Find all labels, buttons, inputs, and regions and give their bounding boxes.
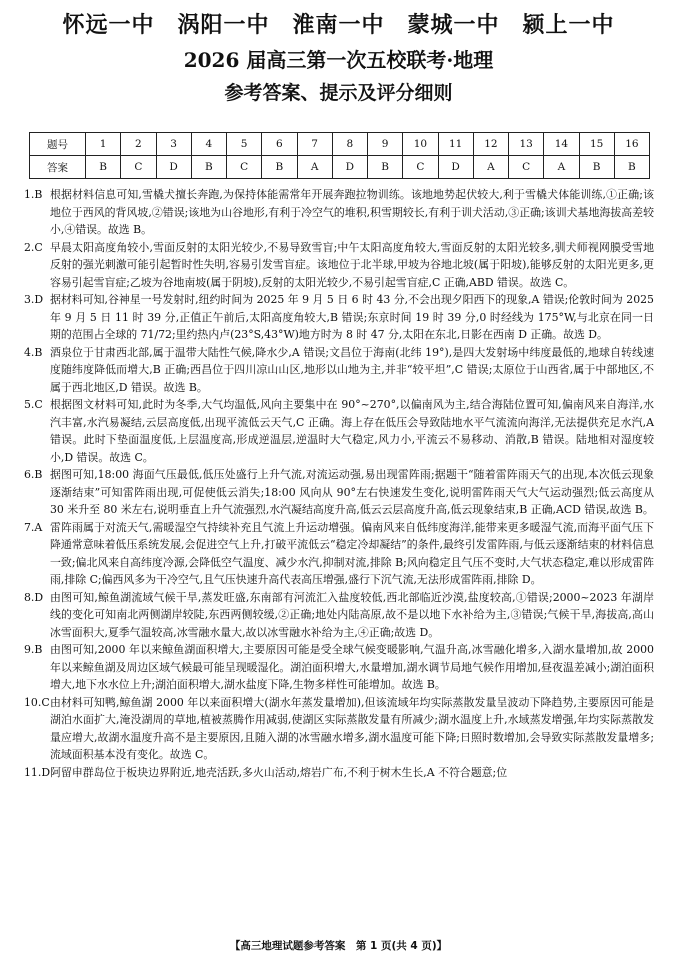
answer-cell: A <box>473 156 508 179</box>
explanation-item <box>24 589 654 642</box>
explanation-number: 10.C <box>24 695 50 709</box>
question-number: 4 <box>191 133 226 156</box>
answer-cell: B <box>86 156 121 179</box>
answer-cell: A <box>544 156 579 179</box>
explanation-item <box>24 764 654 782</box>
question-number: 2 <box>121 133 156 156</box>
answer-table-answer-row <box>30 156 650 179</box>
answer-cell: D <box>438 156 473 179</box>
explanation-text: 据图可知,18:00 海面气压最低,低压处盛行上升气流,对流运动强,易出现雷阵雨;据题干“随着雷阵雨天气的出现,本次低云现象逐渐结束”可知雷阵雨出现,可促使低云消失;18:00 风向从 90°左右快速发生变化,说明雷阵雨天气大气运动强烈;低云高度从 30 米升至 80 米左右,说明垂直上升气流强烈,水汽凝结高度升高,低云云层高度升高,低云现象结束,B 正确,ACD 错误,故选 B。 <box>50 468 654 516</box>
question-number: 8 <box>332 133 367 156</box>
explanation-item <box>24 186 654 239</box>
question-number: 5 <box>227 133 262 156</box>
answer-cell: B <box>579 156 614 179</box>
question-number: 3 <box>156 133 191 156</box>
answer-cell: C <box>227 156 262 179</box>
explanation-text: 早晨太阳高度角较小,雪面反射的太阳光较少,不易导致雪盲;中午太阳高度角较大,雪面反射的太阳光较多,驯犬师视网膜受雪地反射的强光刺激可能引起暂时性失明,容易引发雪盲症。该地位于北半球,甲坡为谷地北坡(属于阳坡),能够反射的太阳光更多,更容易引起雪盲症;乙坡为谷地南坡(属于阴坡),反射的太阳光较少,不易引起雪盲症,C 正确,ABD 错误。故选 C。 <box>50 240 654 289</box>
answer-cell: B <box>191 156 226 179</box>
answer-cell: A <box>297 156 332 179</box>
explanation-item <box>24 239 654 292</box>
explanation-number: 3.D <box>24 293 44 306</box>
explanation-text: 雷阵雨属于对流天气,需暖湿空气持续补充且气流上升运动增强。偏南风来自低纬度海洋,能带来更多暖湿气流,而海平面气压下降通常意味着低压系统发展,会促进空气上升,打破平流低云“稳定冷却凝结”的条件,最终引发雷阵雨,与低云逐渐结束的材料信息一致;偏北风来自高纬度冷源,会降低空气温度、减少水汽,抑制对流,排除 B;风向稳定且气压不变时,大气状态稳定,难以形成雷阵雨,排除 C;偏西风多为干冷空气,且气压快速升高代表高压增强,盛行下沉气流,无法形成雷阵雨,排除 D。 <box>50 520 654 586</box>
answer-table-number-row <box>30 133 650 156</box>
answer-cell: C <box>121 156 156 179</box>
question-number: 16 <box>614 133 649 156</box>
answer-cell: D <box>332 156 367 179</box>
explanation-item <box>24 466 654 519</box>
explanation-text: 由材料可知鸭,鲸鱼湖 2000 年以来面积增大(湖水年蒸发量增加),但该流域年均实际蒸散发量呈波动下降趋势,主要原因可能是湖泊水面扩大,淹没湖周的草地,植被蒸腾作用减弱,使湖区实际蒸散发量有所减少;湖水温度上升,水域蒸发增强,年均实际蒸散发量应增大,故湖水温度升高不是主要原因,且随入湖的冰雪融水增多,湖水温度可能下降;日照时数增加,会导致实际蒸散发量增多;流域面积基本没有变化。故选 C。 <box>50 695 654 761</box>
explanation-item <box>24 519 654 589</box>
explanation-text: 根据材料信息可知,雪橇犬擅长奔跑,为保持体能需常年开展奔跑拉物训练。该地地势起伏较大,利于雪橇犬体能训练,①正确;该地位于西风的背风坡,②错误;该地为山谷地形,有利于冷空气的堆积,积雪期较长,有利于训犬活动,③正确;该训犬基地海拔高差较小,④错误。故选 B。 <box>50 188 654 236</box>
answer-cell: B <box>262 156 297 179</box>
explanation-text: 由图可知,2000 年以来鲸鱼湖面积增大,主要原因可能是受全球气候变暖影响,气温升高,冰雪融化增多,入湖水量增加,故 2000 年以来鲸鱼湖及周边区域气候最可能呈现暖湿化。湖泊面积增大,水量增加,湖水调节局地气候作用增加,昼夜温差减小;湖泊面积增大,地下水水位上升;湖泊面积增大,湖水盐度下降,生物多样性可能增加。故选 B。 <box>50 643 654 691</box>
explanation-number: 1.B <box>24 188 43 201</box>
question-number: 15 <box>579 133 614 156</box>
question-number: 9 <box>368 133 403 156</box>
answer-cell: C <box>403 156 438 179</box>
explanation-item <box>24 396 654 466</box>
explanation-item <box>24 291 654 344</box>
question-number: 1 <box>86 133 121 156</box>
explanation-item <box>24 641 654 694</box>
question-number: 7 <box>297 133 332 156</box>
number-row-label: 题号 <box>30 133 86 156</box>
explanation-number: 9.B <box>24 643 43 656</box>
explanation-number: 6.B <box>24 468 43 481</box>
school-names: 怀远一中 涡阳一中 淮南一中 蒙城一中 颍上一中 <box>62 13 615 38</box>
explanations <box>24 186 654 781</box>
answer-table <box>29 132 650 179</box>
page-footer: 【高三地理试题参考答案 第 1 页(共 4 页)】 <box>229 940 448 952</box>
explanation-number: 5.C <box>24 398 43 411</box>
answer-cell: B <box>614 156 649 179</box>
page-subtitle: 参考答案、提示及评分细则 <box>224 82 453 104</box>
explanation-number: 8.D <box>24 590 44 604</box>
question-number: 11 <box>438 133 473 156</box>
explanation-text: 根据图文材料可知,此时为冬季,大气均温低,风向主要集中在 90°~270°,以偏南风为主,结合海陆位置可知,偏南风来自海洋,水汽丰富,水汽易凝结,云层高度低,出现平流低云天气,C 正确。海上存在低压会导致陆地水平气流流向海洋,无法提供充足水汽,A 错误。此时下垫面温度低,上层温度高,形成逆温层,逆温时大气稳定,风力小,平流云不易移动、消散,B 错误。陆地相对湿度较小,D 错误。故选 C。 <box>50 398 654 464</box>
question-number: 14 <box>544 133 579 156</box>
answer-cell: D <box>156 156 191 179</box>
explanation-number: 11.D <box>24 765 51 779</box>
explanation-item <box>24 694 654 764</box>
explanation-text: 酒泉位于甘肃西北部,属于温带大陆性气候,降水少,A 错误;文昌位于海南(北纬 19°),是四大发射场中纬度最低的,地球自转线速度随纬度降低而增大,B 正确;西昌位于四川凉山山区,地形以山地为主,并非“较平坦”,C 错误;太原位于山西省,属于中部地区,不属于西北地区,D 错误。故选 B。 <box>50 345 654 394</box>
explanation-text: 据材料可知,谷神星一号发射时,纽约时间为 2025 年 9 月 5 日 6 时 43 分,不会出现夕阳西下的现象,A 错误;伦敦时间为 2025 年 9 月 5 日 11 时 39 分,正值正午前后,太阳高度角较大,B 错误;东京时间 19 时 39 分,0 时经线为 175°W,与北京在同一日期的范围占全球的 71/72;里约热内卢(23°S,43°W)地方时为 8 时 47 分,太阳在东北,日影在西南 D 正确。故选 D。 <box>50 293 654 341</box>
question-number: 13 <box>509 133 544 156</box>
explanation-text: 阿留申群岛位于板块边界附近,地壳活跃,多火山活动,熔岩广布,不利于树木生长,A 不符合题意;位 <box>50 765 508 779</box>
exam-title: 2026 届高三第一次五校联考·地理 <box>183 48 494 72</box>
question-number: 10 <box>403 133 438 156</box>
question-number: 12 <box>473 133 508 156</box>
answer-cell: C <box>509 156 544 179</box>
explanation-text: 由图可知,鲸鱼湖流域气候干旱,蒸发旺盛,东南部有河流汇入盐度较低,西北部临近沙漠,盐度较高,①错误;2000~2023 年湖岸线的变化可知南北两侧湖岸较陡,东西两侧较缓,②正确;地处内陆高原,故不是以地下水补给为主,③错误;气候干旱,海拔高,高山冰雪面积大,夏季气温较高,冰雪融水量大,故以冰雪融水补给为主,④正确;故选 D。 <box>50 590 654 639</box>
explanation-number: 7.A <box>24 520 43 534</box>
explanation-number: 2.C <box>24 240 43 254</box>
explanation-item <box>24 344 654 397</box>
question-number: 6 <box>262 133 297 156</box>
explanation-number: 4.B <box>24 345 43 359</box>
answer-cell: B <box>368 156 403 179</box>
answer-row-label: 答案 <box>30 156 86 179</box>
